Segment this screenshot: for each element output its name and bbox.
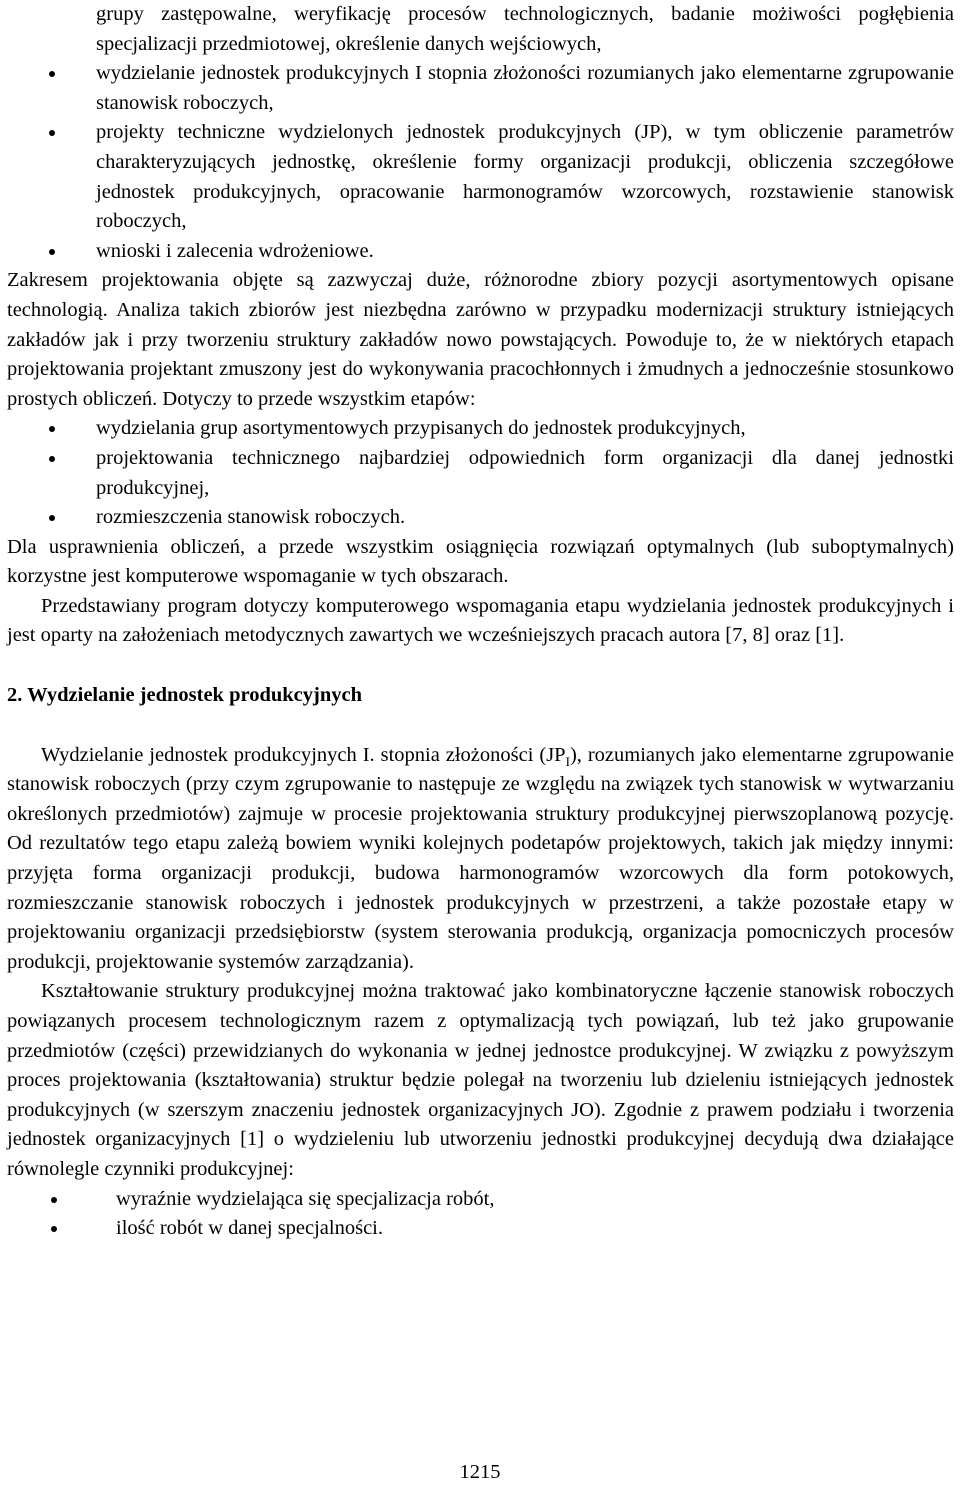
list-item: wyraźnie wydzielająca się specjalizacja robót, xyxy=(7,1185,954,1215)
list-item: rozmieszczenia stanowisk roboczych. xyxy=(7,503,954,533)
list-item: wnioski i zalecenia wdrożeniowe. xyxy=(7,237,954,267)
paragraph-jp-definition xyxy=(7,741,954,978)
computation-stages-list xyxy=(7,414,954,532)
paragraph-program: Przedstawiany program dotyczy komputerowego wspomagania etapu wydzielania jednostek produkcyjnych i jest oparty na założeniach metodycznych zawartych we wcześniejszych pracach autora [7, 8] oraz [1]. xyxy=(7,594,954,647)
subscript: I xyxy=(565,753,570,769)
factors-list xyxy=(7,1185,954,1244)
list-item: ilość robót w danej specjalności. xyxy=(7,1214,954,1244)
paragraph-scope: Zakresem projektowania objęte są zazwyczaj duże, różnorodne zbiory pozycji asortymentowych opisane technologią. Analiza takich zbiorów jest niezbędna zarówno w przypadku modernizacji struktury istniejących zakładów jak i przy tworzeniu struktury zakładów nowo powstających. Powoduje to, że w niektórych etapach projektowania projektant zmuszony jest do wykonywania pracochłonnych i żmudnych a jednocześnie stosunkowo prostych obliczeń. Dotyczy to przede wszystkim etapów: xyxy=(7,269,954,410)
list-item: wydzielania grup asortymentowych przypisanych do jednostek produkcyjnych, xyxy=(7,414,954,444)
intro-continuation: grupy zastępowalne, weryfikację procesów technologicznych, badanie możiwości pogłębienia specjalizacji przedmiotowej, określenie danych wejściowych, xyxy=(96,3,954,55)
stages-list xyxy=(7,59,954,266)
section-heading: 2. Wydzielanie jednostek produkcyjnych xyxy=(7,684,362,707)
paragraph-text: ), rozumianych jako elementarne zgrupowanie stanowisk roboczych (przy czym zgrupowanie to następuje ze względu na związek tych stanowisk w wytwarzaniu określonych przedmiotów) zajmuje w procesie projektowania struktury produkcyjnej pierwszoplanową pozycję. Od rezultatów tego etapu zależą bowiem wyniki kolejnych podetapów projektowych, takich jak między innymi: przyjęta forma organizacji produkcji, budowa harmonogramów wzorcowych dla form potokowych, rozmieszczanie stanowisk roboczych i jednostek produkcyjnych w przestrzeni, a także pozostałe etapy w projektowaniu organizacji przedsiębiorstw (system sterowania produkcją, organizacja pomocniczych procesów produkcji, projektowanie systemów zarządzania). xyxy=(7,743,954,973)
list-item: projekty techniczne wydzielonych jednostek produkcyjnych (JP), w tym obliczenie parametrów charakteryzujących jednostkę, określenie formy organizacji produkcji, obliczenia szczegółowe jednostek produkcyjnych, opracowanie harmonogramów wzorcowych, rozstawienie stanowisk roboczych, xyxy=(7,118,954,236)
list-item: projektowania technicznego najbardziej odpowiednich form organizacji dla danej jednostki produkcyjnej, xyxy=(7,444,954,503)
paragraph-text: Wydzielanie jednostek produkcyjnych I. stopnia złożoności (JP xyxy=(41,743,566,766)
list-item: wydzielanie jednostek produkcyjnych I stopnia złożoności rozumianych jako elementarne zgrupowanie stanowisk roboczych, xyxy=(7,59,954,118)
paragraph-optimization: Dla usprawnienia obliczeń, a przede wszystkim osiągnięcia rozwiązań optymalnych (lub suboptymalnych) korzystne jest komputerowe wspomaganie w tych obszarach. xyxy=(7,535,954,588)
page-number: 1215 xyxy=(459,1461,501,1483)
page-body xyxy=(7,0,954,1244)
paragraph-structure: Kształtowanie struktury produkcyjnej można traktować jako kombinatoryczne łączenie stanowisk roboczych powiązanych procesem technologicznym razem z optymalizacją tych powiązań, lub też jako grupowanie przedmiotów (części) przewidzianych do wykonania w jednej jednostce produkcyjnej. W związku z powyższym proces projektowania (kształtowania) struktur będzie polegał na tworzeniu lub dzieleniu istniejących jednostek produkcyjnych (w szerszym znaczeniu jednostek organizacyjnych JO). Zgodnie z prawem podziału i tworzenia jednostek organizacyjnych [1] o wydzieleniu lub utworzeniu jednostki produkcyjnej decydują dwa działające równolegle czynniki produkcyjnej: xyxy=(7,980,954,1180)
